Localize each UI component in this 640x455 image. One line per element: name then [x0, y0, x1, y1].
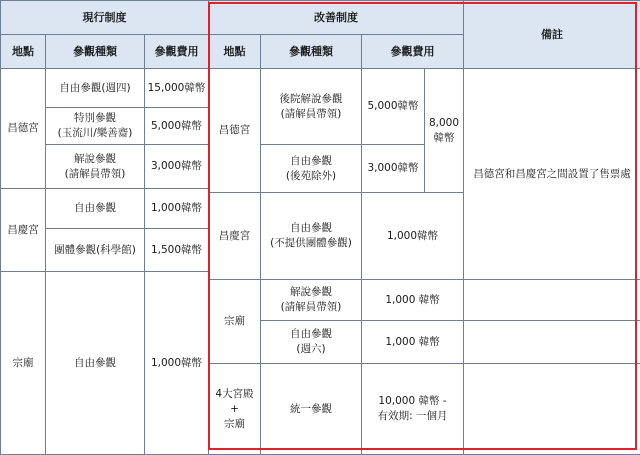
imp-jongmyo-fee-1: 1,000 韓幣 [362, 280, 464, 321]
cur-changdeok-type-3: 解說參觀 (請解員帶領) [46, 145, 145, 189]
cur-jongmyo-location: 宗廟 [1, 272, 46, 455]
cur-changdeok-type-2: 特別參觀 (玉流川/樂善齋) [46, 108, 145, 145]
imp-combo-fee: 10,000 韓幣 - 有效期: 一個月 [362, 364, 464, 455]
cur-jongmyo-type: 自由參觀 [46, 272, 145, 455]
header-visit-type-improved: 參觀種類 [261, 35, 362, 69]
cur-changdeok-type-1: 自由參觀(週四) [46, 69, 145, 108]
imp-jongmyo-type-2: 自由參觀 (週六) [261, 321, 362, 364]
imp-changgyeong-fee: 1,000韓幣 [362, 193, 464, 280]
header-improved-system: 改善制度 [209, 1, 464, 35]
header-current-system: 現行制度 [1, 1, 209, 35]
cur-changgyeong-type-1: 自由參觀 [46, 189, 145, 229]
imp-jongmyo-location: 宗廟 [209, 280, 261, 364]
remark-ticket-office: 昌德宮和昌慶宮之間設置了售票處 [464, 69, 640, 280]
cur-changdeok-fee-2: 5,000韓幣 [145, 108, 209, 145]
imp-changgyeong-type: 自由參觀 (不提供團體參觀) [261, 193, 362, 280]
imp-combo-location: 4大宮殿 + 宗廟 [209, 364, 261, 455]
cur-changgyeong-location: 昌慶宮 [1, 189, 46, 272]
cur-changdeok-location: 昌德宮 [1, 69, 46, 189]
remark-empty-3 [464, 364, 640, 455]
header-remarks: 備註 [464, 1, 640, 69]
imp-jongmyo-type-1: 解說參觀 (請解員帶領) [261, 280, 362, 321]
remark-empty-2 [464, 321, 640, 364]
cur-changdeok-fee-1: 15,000韓幣 [145, 69, 209, 108]
imp-jongmyo-fee-2: 1,000 韓幣 [362, 321, 464, 364]
imp-changdeok-type-2: 自由參觀 (後苑除外) [261, 145, 362, 193]
header-visit-type: 參觀種類 [46, 35, 145, 69]
header-location: 地點 [1, 35, 46, 69]
imp-changgyeong-location: 昌慶宮 [209, 193, 261, 280]
imp-combo-type: 統一參觀 [261, 364, 362, 455]
cur-changdeok-fee-3: 3,000韓幣 [145, 145, 209, 189]
cur-changgyeong-fee-2: 1,500韓幣 [145, 229, 209, 272]
cur-jongmyo-fee: 1,000韓幣 [145, 272, 209, 455]
imp-changdeok-combined-fee: 8,000 韓幣 [425, 69, 464, 193]
cur-changgyeong-type-2: 團體參觀(科學館) [46, 229, 145, 272]
imp-changdeok-location: 昌德宮 [209, 69, 261, 193]
imp-changdeok-fee-2: 3,000韓幣 [362, 145, 425, 193]
header-fee: 參觀費用 [145, 35, 209, 69]
imp-changdeok-fee-1: 5,000韓幣 [362, 69, 425, 145]
imp-changdeok-type-1: 後院解說參觀 (請解員帶領) [261, 69, 362, 145]
header-location-improved: 地點 [209, 35, 261, 69]
cur-changgyeong-fee-1: 1,000韓幣 [145, 189, 209, 229]
header-fee-improved: 參觀費用 [362, 35, 464, 69]
